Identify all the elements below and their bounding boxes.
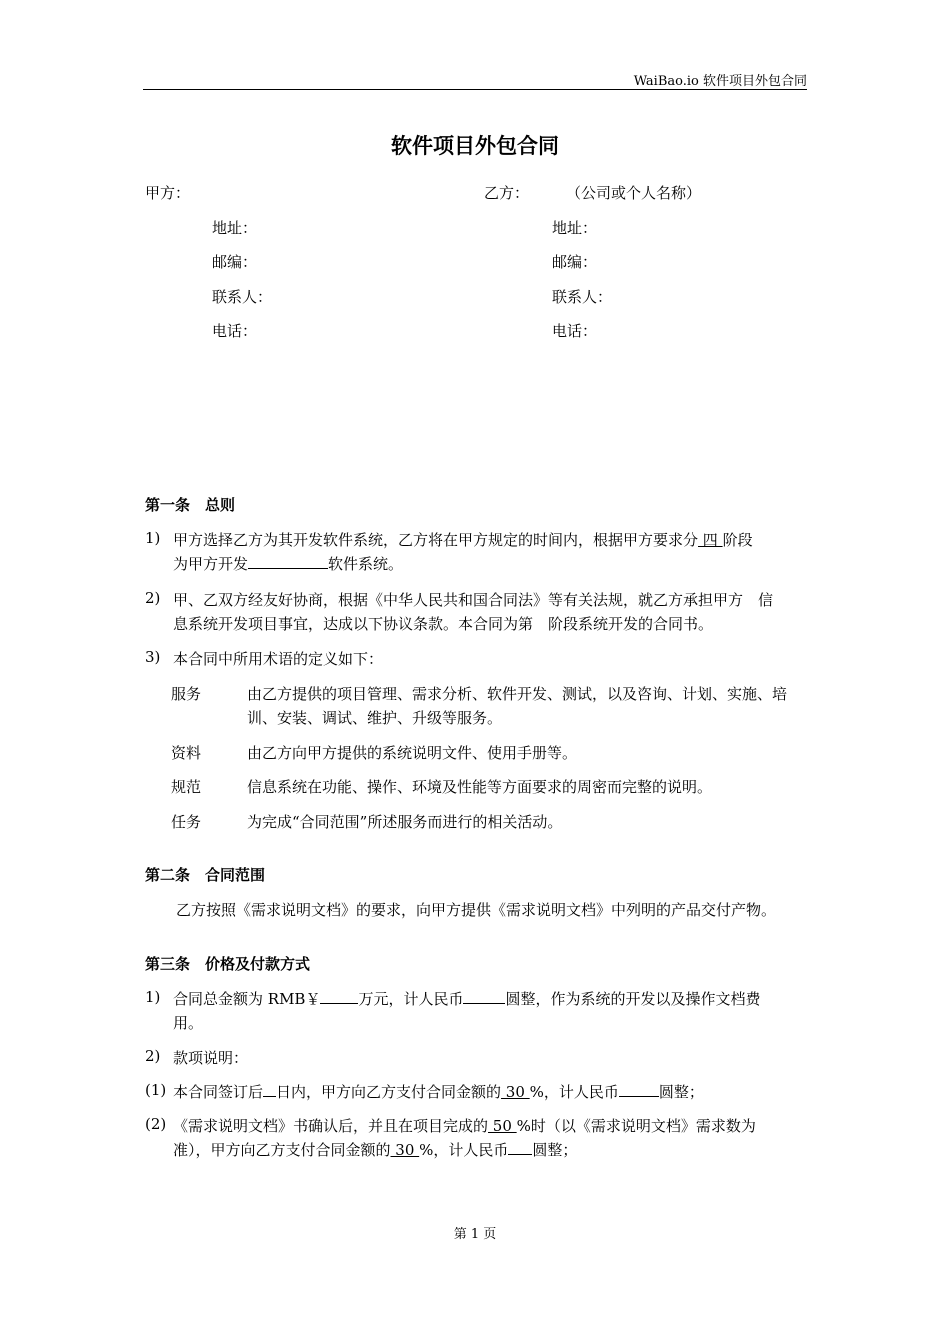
article1-item3-num: 3)	[145, 648, 161, 666]
party-b-note: （公司或个人名称）	[566, 184, 702, 202]
article3-sub2-line2: 准），甲方向乙方支付合同金额的 30 %，计人民币 圆整；	[173, 1141, 578, 1159]
term-definition: 由乙方向甲方提供的系统说明文件、使用手册等。	[247, 744, 578, 762]
term-definition: 由乙方提供的项目管理、需求分析、软件开发、测试，以及咨询、计划、实施、培	[247, 685, 788, 703]
party-a-postcode: 邮编：	[212, 253, 258, 271]
party-b-phone: 电话：	[552, 322, 598, 340]
article1-item1-num: 1)	[145, 529, 161, 547]
article1-item2-num: 2)	[145, 589, 161, 607]
term-definition: 为完成“合同范围”所述服务而进行的相关活动。	[247, 813, 563, 831]
article3-item2-num: 2)	[145, 1047, 161, 1065]
article1-title: 第一条 总则	[145, 496, 236, 514]
term-label: 规范	[171, 778, 202, 796]
party-b-label: 乙方：	[484, 184, 530, 202]
stage-count: 四	[698, 531, 723, 549]
document-title: 软件项目外包合同	[391, 133, 559, 158]
completion-percent: 50	[488, 1117, 517, 1135]
article3-item1-line1: 合同总金额为 RMB￥ 万元，计人民币 圆整，作为系统的开发以及操作文档费	[173, 990, 761, 1008]
amount-rmb-blank	[463, 988, 505, 1004]
article1-item2-line2: 息系统开发项目事宜，达成以下协议条款。本合同为第 阶段系统开发的合同书。	[173, 615, 714, 633]
article2-text: 乙方按照《需求说明文档》的要求，向甲方提供《需求说明文档》中列明的产品交付产物。	[176, 901, 777, 919]
term-definition-cont: 训、安装、调试、维护、升级等服务。	[247, 709, 503, 727]
days-blank	[263, 1081, 276, 1097]
term-label: 资料	[171, 744, 202, 762]
party-b-contact: 联系人：	[552, 288, 613, 306]
article3-sub2-line1: 《需求说明文档》书确认后，并且在项目完成的 50 %时（以《需求说明文档》需求数为	[173, 1117, 756, 1135]
party-a-label: 甲方：	[145, 184, 191, 202]
payment-percent-1: 30	[501, 1083, 530, 1101]
article1-item2-line1: 甲、乙双方经友好协商，根据《中华人民共和国合同法》等有关法规，就乙方承担甲方 信	[173, 591, 774, 609]
payment-amount-1-blank	[619, 1081, 659, 1097]
party-b-address: 地址：	[552, 219, 598, 237]
party-b-postcode: 邮编：	[552, 253, 598, 271]
article3-sub1-line: 本合同签订后 日内，甲方向乙方支付合同金额的 30 %，计人民币 圆整；	[173, 1083, 704, 1101]
header-rule	[143, 89, 807, 90]
article1-item1-line1: 甲方选择乙方为其开发软件系统，乙方将在甲方规定的时间内，根据甲方要求分 四 阶段	[173, 531, 753, 549]
article3-item2-text: 款项说明：	[173, 1049, 249, 1067]
article3-title: 第三条 价格及付款方式	[145, 955, 311, 973]
article1-item3-text: 本合同中所用术语的定义如下：	[173, 650, 384, 668]
article3-sub2-num: (2)	[145, 1115, 167, 1133]
term-label: 任务	[171, 813, 202, 831]
software-name-blank	[248, 553, 328, 569]
article2-title: 第二条 合同范围	[145, 866, 266, 884]
article1-item1-line2: 为甲方开发 软件系统。	[173, 555, 404, 573]
party-a-address: 地址：	[212, 219, 258, 237]
term-definition: 信息系统在功能、操作、环境及性能等方面要求的周密而完整的说明。	[247, 778, 713, 796]
article3-item1-line2: 用。	[173, 1014, 204, 1032]
party-a-phone: 电话：	[212, 322, 258, 340]
article3-sub1-num: (1)	[145, 1081, 167, 1099]
running-header: WaiBao.io 软件项目外包合同	[633, 74, 807, 89]
payment-percent-2: 30	[390, 1141, 420, 1159]
page-number: 第 1 页	[453, 1227, 497, 1242]
payment-amount-2-blank	[508, 1139, 532, 1155]
term-label: 服务	[171, 685, 202, 703]
article3-item1-num: 1)	[145, 988, 161, 1006]
party-a-contact: 联系人：	[212, 288, 273, 306]
amount-wan-blank	[320, 988, 358, 1004]
